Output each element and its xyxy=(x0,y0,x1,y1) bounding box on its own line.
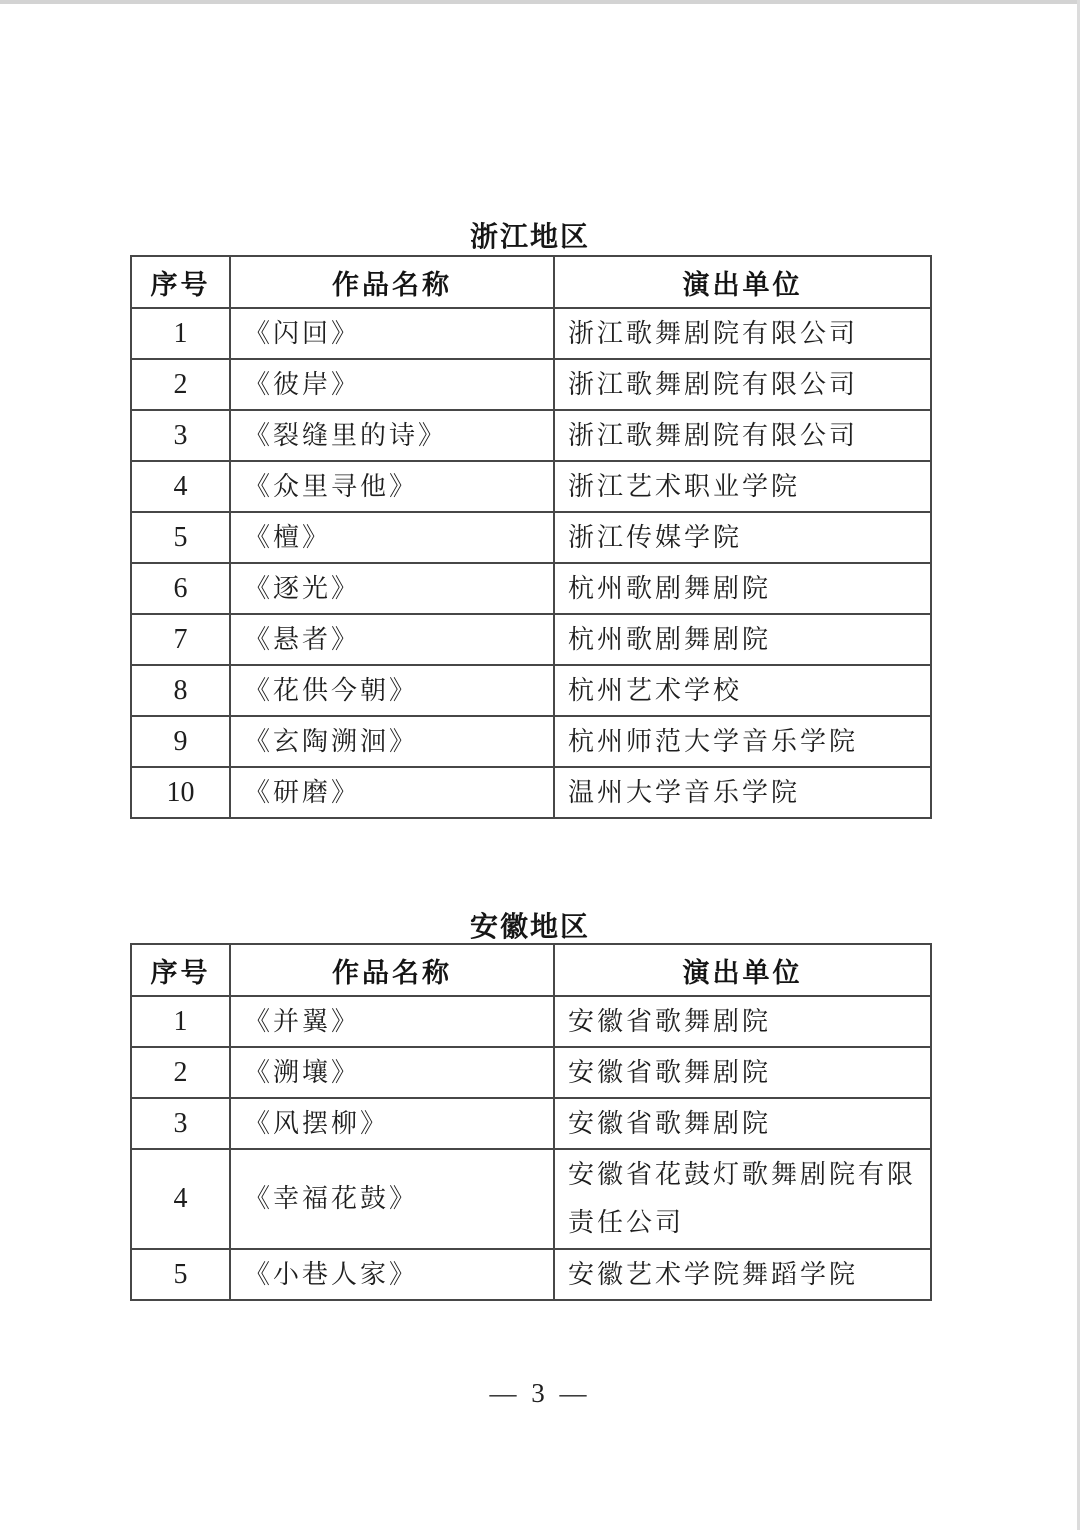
table-row xyxy=(131,1098,931,1149)
table-header-row xyxy=(131,944,931,996)
works-table-zhejiang xyxy=(130,255,932,819)
cell-work-title: 《花供今朝》 xyxy=(230,665,554,716)
cell-index: 9 xyxy=(131,716,230,767)
cell-index: 2 xyxy=(131,359,230,410)
table-header-row xyxy=(131,256,931,308)
cell-index: 4 xyxy=(131,1149,230,1249)
cell-index: 3 xyxy=(131,1098,230,1149)
cell-index: 2 xyxy=(131,1047,230,1098)
page-top-edge xyxy=(0,0,1080,4)
cell-performing-unit: 杭州歌剧舞剧院 xyxy=(554,563,931,614)
table-row xyxy=(131,359,931,410)
cell-performing-unit: 安徽省歌舞剧院 xyxy=(554,1047,931,1098)
table-row xyxy=(131,308,931,359)
cell-performing-unit: 安徽省花鼓灯歌舞剧院有限责任公司 xyxy=(554,1149,931,1249)
column-header-index: 序号 xyxy=(131,944,230,996)
cell-performing-unit: 杭州艺术学校 xyxy=(554,665,931,716)
cell-performing-unit: 杭州歌剧舞剧院 xyxy=(554,614,931,665)
table-row xyxy=(131,461,931,512)
column-header-index: 序号 xyxy=(131,256,230,308)
cell-work-title: 《逐光》 xyxy=(230,563,554,614)
section-title-anhui: 安徽地区 xyxy=(469,911,590,943)
column-header-work-title: 作品名称 xyxy=(230,944,554,996)
column-header-performing-unit: 演出单位 xyxy=(554,944,931,996)
cell-index: 1 xyxy=(131,996,230,1047)
table-row xyxy=(131,1249,931,1300)
cell-index: 3 xyxy=(131,410,230,461)
cell-performing-unit: 温州大学音乐学院 xyxy=(554,767,931,818)
section-title-zhejiang: 浙江地区 xyxy=(469,221,590,253)
cell-index: 4 xyxy=(131,461,230,512)
table-row xyxy=(131,512,931,563)
cell-index: 8 xyxy=(131,665,230,716)
cell-index: 1 xyxy=(131,308,230,359)
table-row xyxy=(131,996,931,1047)
table-row xyxy=(131,563,931,614)
cell-index: 10 xyxy=(131,767,230,818)
cell-work-title: 《闪回》 xyxy=(230,308,554,359)
cell-work-title: 《彼岸》 xyxy=(230,359,554,410)
cell-performing-unit: 浙江歌舞剧院有限公司 xyxy=(554,308,931,359)
cell-index: 6 xyxy=(131,563,230,614)
cell-performing-unit: 安徽省歌舞剧院 xyxy=(554,996,931,1047)
cell-work-title: 《并翼》 xyxy=(230,996,554,1047)
cell-performing-unit: 浙江传媒学院 xyxy=(554,512,931,563)
cell-index: 5 xyxy=(131,512,230,563)
table-row xyxy=(131,665,931,716)
table-row xyxy=(131,716,931,767)
cell-work-title: 《幸福花鼓》 xyxy=(230,1149,554,1249)
cell-performing-unit: 浙江艺术职业学院 xyxy=(554,461,931,512)
cell-work-title: 《裂缝里的诗》 xyxy=(230,410,554,461)
cell-performing-unit: 安徽艺术学院舞蹈学院 xyxy=(554,1249,931,1300)
cell-performing-unit: 浙江歌舞剧院有限公司 xyxy=(554,410,931,461)
cell-work-title: 《小巷人家》 xyxy=(230,1249,554,1300)
cell-work-title: 《溯壤》 xyxy=(230,1047,554,1098)
cell-work-title: 《众里寻他》 xyxy=(230,461,554,512)
cell-work-title: 《研磨》 xyxy=(230,767,554,818)
column-header-work-title: 作品名称 xyxy=(230,256,554,308)
cell-performing-unit: 浙江歌舞剧院有限公司 xyxy=(554,359,931,410)
cell-work-title: 《檀》 xyxy=(230,512,554,563)
cell-work-title: 《悬者》 xyxy=(230,614,554,665)
cell-work-title: 《玄陶溯洄》 xyxy=(230,716,554,767)
page-number: — 3 — xyxy=(489,1378,591,1408)
cell-performing-unit: 杭州师范大学音乐学院 xyxy=(554,716,931,767)
column-header-performing-unit: 演出单位 xyxy=(554,256,931,308)
table-row xyxy=(131,1047,931,1098)
cell-work-title: 《风摆柳》 xyxy=(230,1098,554,1149)
table-row xyxy=(131,614,931,665)
cell-performing-unit: 安徽省歌舞剧院 xyxy=(554,1098,931,1149)
table-row xyxy=(131,410,931,461)
works-table-anhui xyxy=(130,943,932,1301)
table-row xyxy=(131,1149,931,1249)
table-row xyxy=(131,767,931,818)
cell-index: 5 xyxy=(131,1249,230,1300)
cell-index: 7 xyxy=(131,614,230,665)
